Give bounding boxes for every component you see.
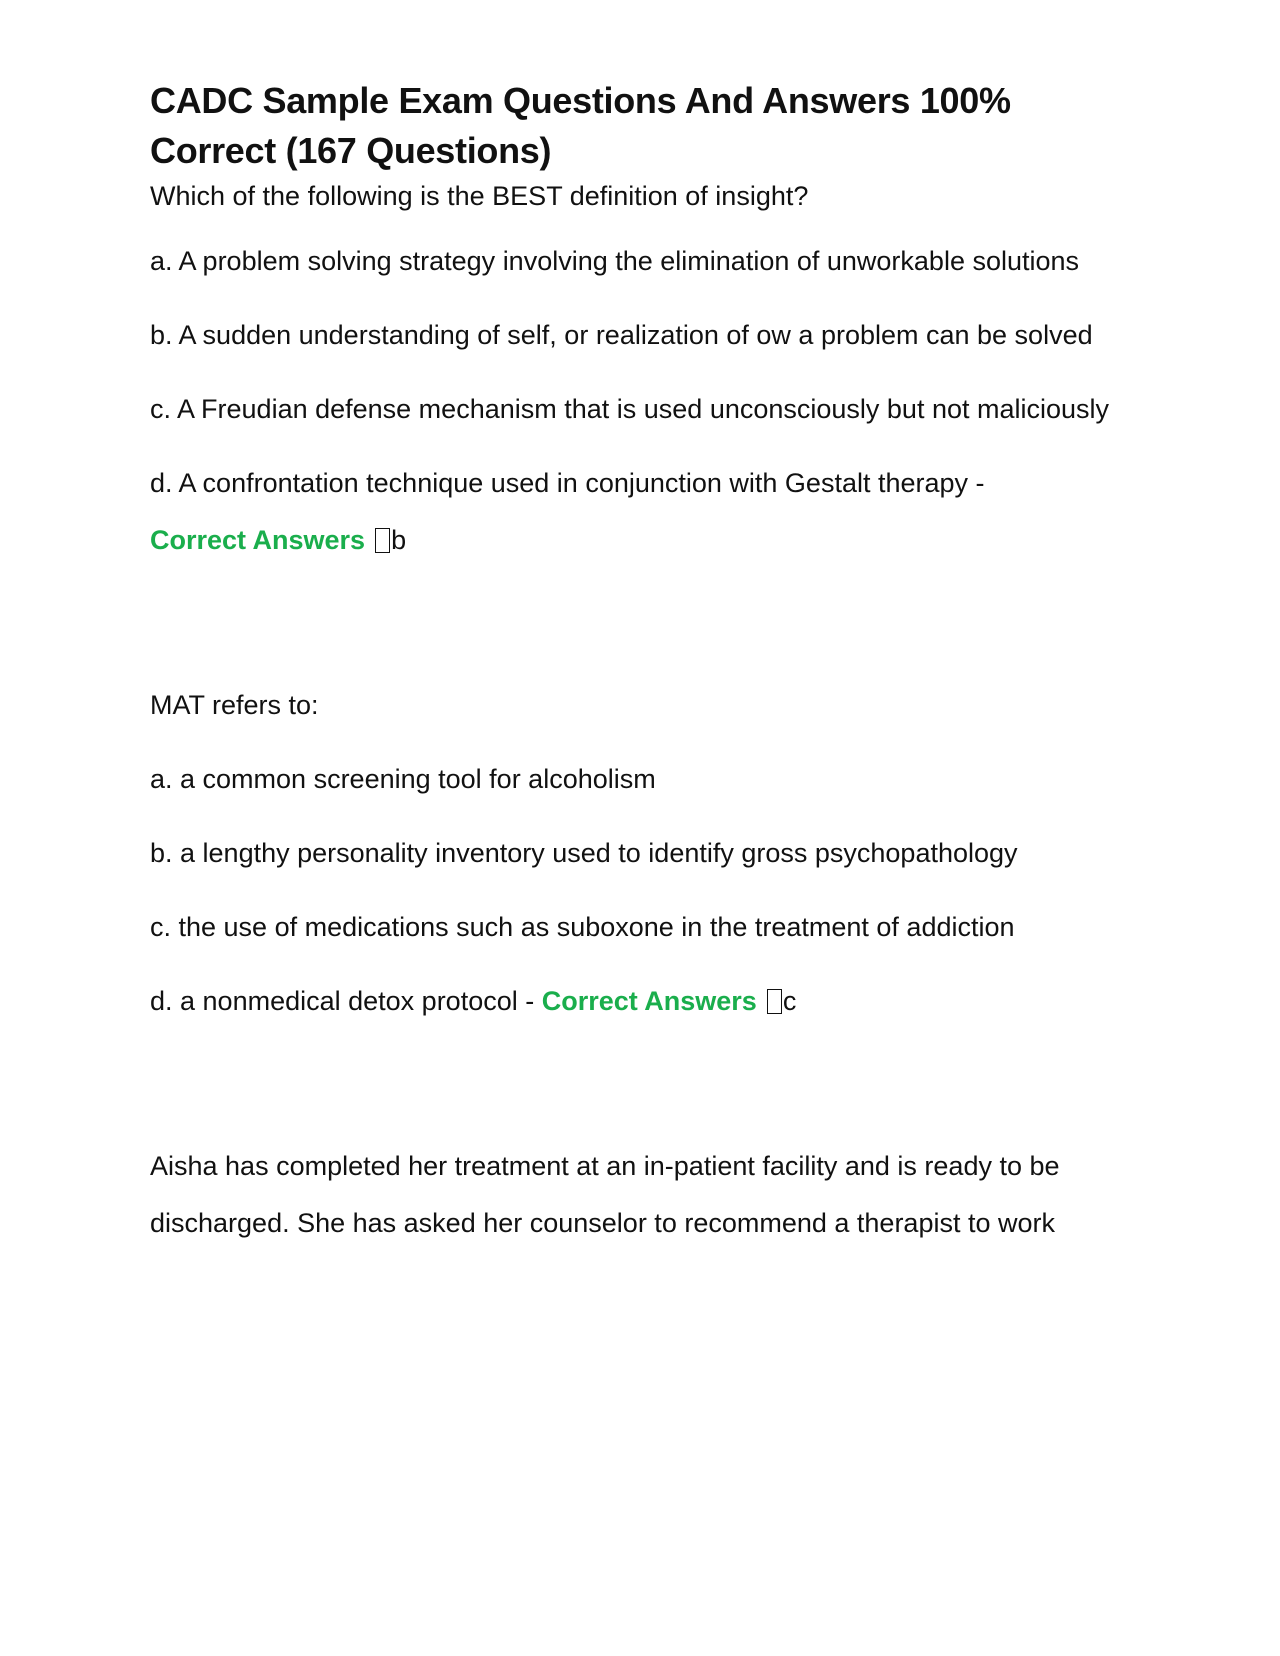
question-1-option-a: a. A problem solving strategy involving the elimination of unworkable solutions <box>150 246 1080 276</box>
question-3-prompt: Aisha has completed her treatment at an in-patient facility and is ready to be discharged. She has asked her counselor to recommend a therapist to work <box>150 1151 1060 1238</box>
spacer <box>150 569 1140 677</box>
question-3 <box>150 1138 1140 1252</box>
question-2-option-b: b. a lengthy personality inventory used to identify gross psychopathology <box>150 838 1018 868</box>
question-1-answer-value: b <box>391 525 407 555</box>
question-2-option-a: a. a common screening tool for alcoholism <box>150 764 656 794</box>
question-2-option-d <box>150 973 1140 1030</box>
question-1 <box>150 176 1140 569</box>
question-2-option-c: c. the use of medications such as suboxone in the treatment of addiction <box>150 912 1015 942</box>
question-1-option-d <box>150 455 1140 569</box>
question-2-option-d-text: d. a nonmedical detox protocol - <box>150 986 535 1016</box>
question-1-option-c: c. A Freudian defense mechanism that is used unconsciously but not maliciously <box>150 394 1110 424</box>
question-1-prompt: Which of the following is the BEST definition of insight? <box>150 181 809 211</box>
question-1-answer-label: Correct Answers <box>150 525 366 555</box>
question-1-option-b: b. A sudden understanding of self, or realization of ow a problem can be solved <box>150 320 1093 350</box>
document-title: CADC Sample Exam Questions And Answers 100% Correct (167 Questions) <box>150 80 1011 171</box>
question-2 <box>150 677 1140 1030</box>
document-body <box>150 76 1140 1252</box>
answer-box-icon <box>375 528 390 553</box>
question-1-option-d-text: d. A confrontation technique used in conjunction with Gestalt therapy - <box>150 468 985 498</box>
spacer <box>150 1030 1140 1138</box>
answer-box-icon <box>767 989 782 1014</box>
question-2-answer-value: c <box>782 986 797 1016</box>
question-2-prompt: MAT refers to: <box>150 690 319 720</box>
question-2-answer-label: Correct Answers <box>541 986 757 1016</box>
